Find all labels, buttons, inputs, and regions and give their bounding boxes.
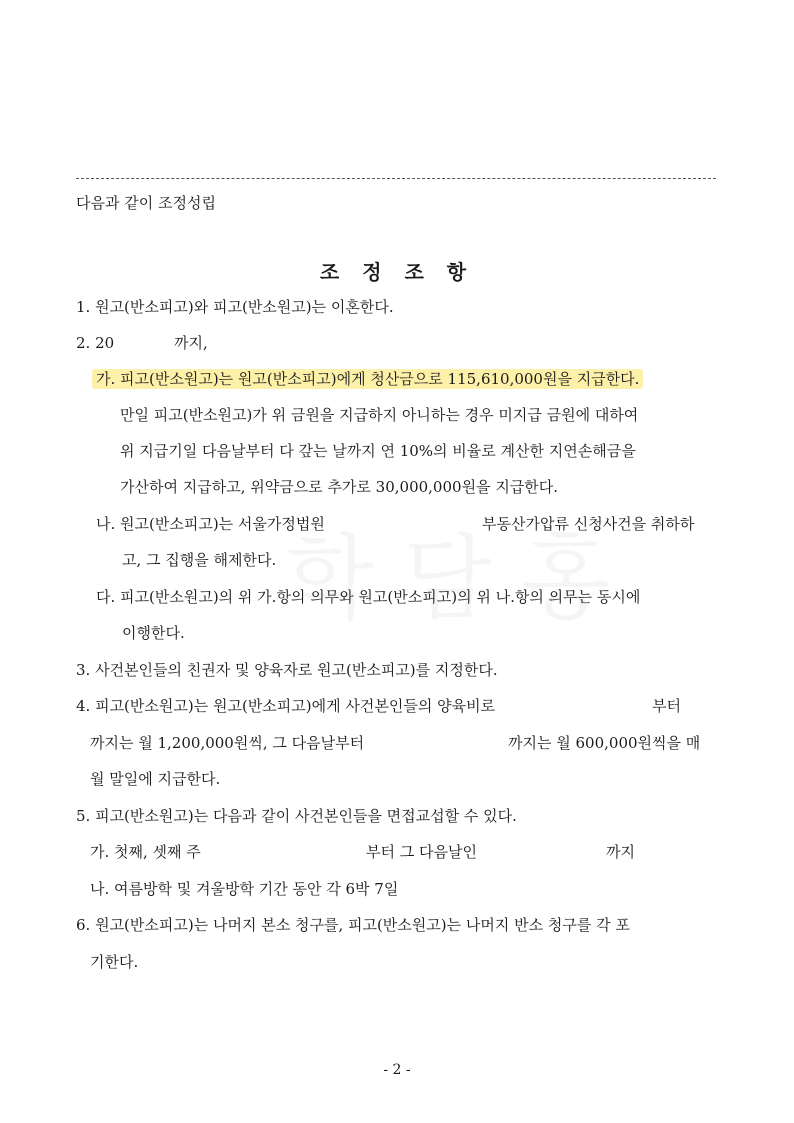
item-2-date: 2. 20 <box>76 334 115 352</box>
item-5: 5. 피고(반소원고)는 다음과 같이 사건본인들을 면접교섭할 수 있다. <box>76 807 517 825</box>
item-4-part1: 4. 피고(반소원고)는 원고(반소피고)에게 사건본인들의 양육비로 <box>76 697 496 715</box>
item-4-part5: 월 말일에 지급한다. <box>90 770 221 788</box>
dashed-separator <box>76 178 716 179</box>
item-4-part3: 까지는 월 1,200,000원씩, 그 다음날부터 <box>90 734 365 752</box>
item-5-na: 나. 여름방학 및 겨울방학 기간 동안 각 6박 7일 <box>90 880 399 898</box>
item-4-part4: 까지는 월 600,000원씩을 매 <box>508 734 701 752</box>
item-1: 1. 원고(반소피고)와 피고(반소원고)는 이혼한다. <box>76 298 394 316</box>
page-title: 조 정 조 항 <box>319 260 475 284</box>
highlighted-clause: 가. 피고(반소원고)는 원고(반소피고)에게 청산금으로 115,610,000원을 지급한다. <box>92 369 643 389</box>
item-6-cont: 기한다. <box>90 953 139 971</box>
item-3: 3. 사건본인들의 친권자 및 양육자로 원고(반소피고)를 지정한다. <box>76 661 498 679</box>
item-2-ga-cont-1: 만일 피고(반소원고)가 위 금원을 지급하지 아니하는 경우 미지급 금원에 대하여 <box>120 406 639 424</box>
page-number: - 2 - <box>383 1062 411 1078</box>
item-2-ga <box>92 369 643 389</box>
item-5-ga-part2: 부터 그 다음날인 <box>366 843 477 861</box>
item-2-ga-cont-2: 위 지급기일 다음날부터 다 갚는 날까지 연 10%의 비율로 계산한 지연손해금을 <box>120 442 636 460</box>
item-2-ga-cont-3: 가산하여 지급하고, 위약금으로 추가로 30,000,000원을 지급한다. <box>120 478 559 496</box>
item-2-da-cont: 이행한다. <box>122 624 185 642</box>
item-2-da: 다. 피고(반소원고)의 위 가.항의 의무와 원고(반소피고)의 위 나.항의 의무는 동시에 <box>96 588 641 606</box>
item-2-na-part2: 부동산가압류 신청사건을 취하하 <box>482 515 695 533</box>
item-5-ga-part1: 가. 첫째, 셋째 주 <box>90 843 201 861</box>
item-6: 6. 원고(반소피고)는 나머지 본소 청구를, 피고(반소원고)는 나머지 반소 청구를 각 포 <box>76 916 630 934</box>
item-4-part2: 부터 <box>652 697 681 715</box>
intro-text: 다음과 같이 조정성립 <box>76 194 216 212</box>
item-5-ga-part3: 까지 <box>606 843 635 861</box>
item-2-until: 까지, <box>174 334 208 352</box>
item-2-na-cont: 고, 그 집행을 해제한다. <box>122 551 277 569</box>
item-2-na-part1: 나. 원고(반소피고)는 서울가정법원 <box>96 515 325 533</box>
